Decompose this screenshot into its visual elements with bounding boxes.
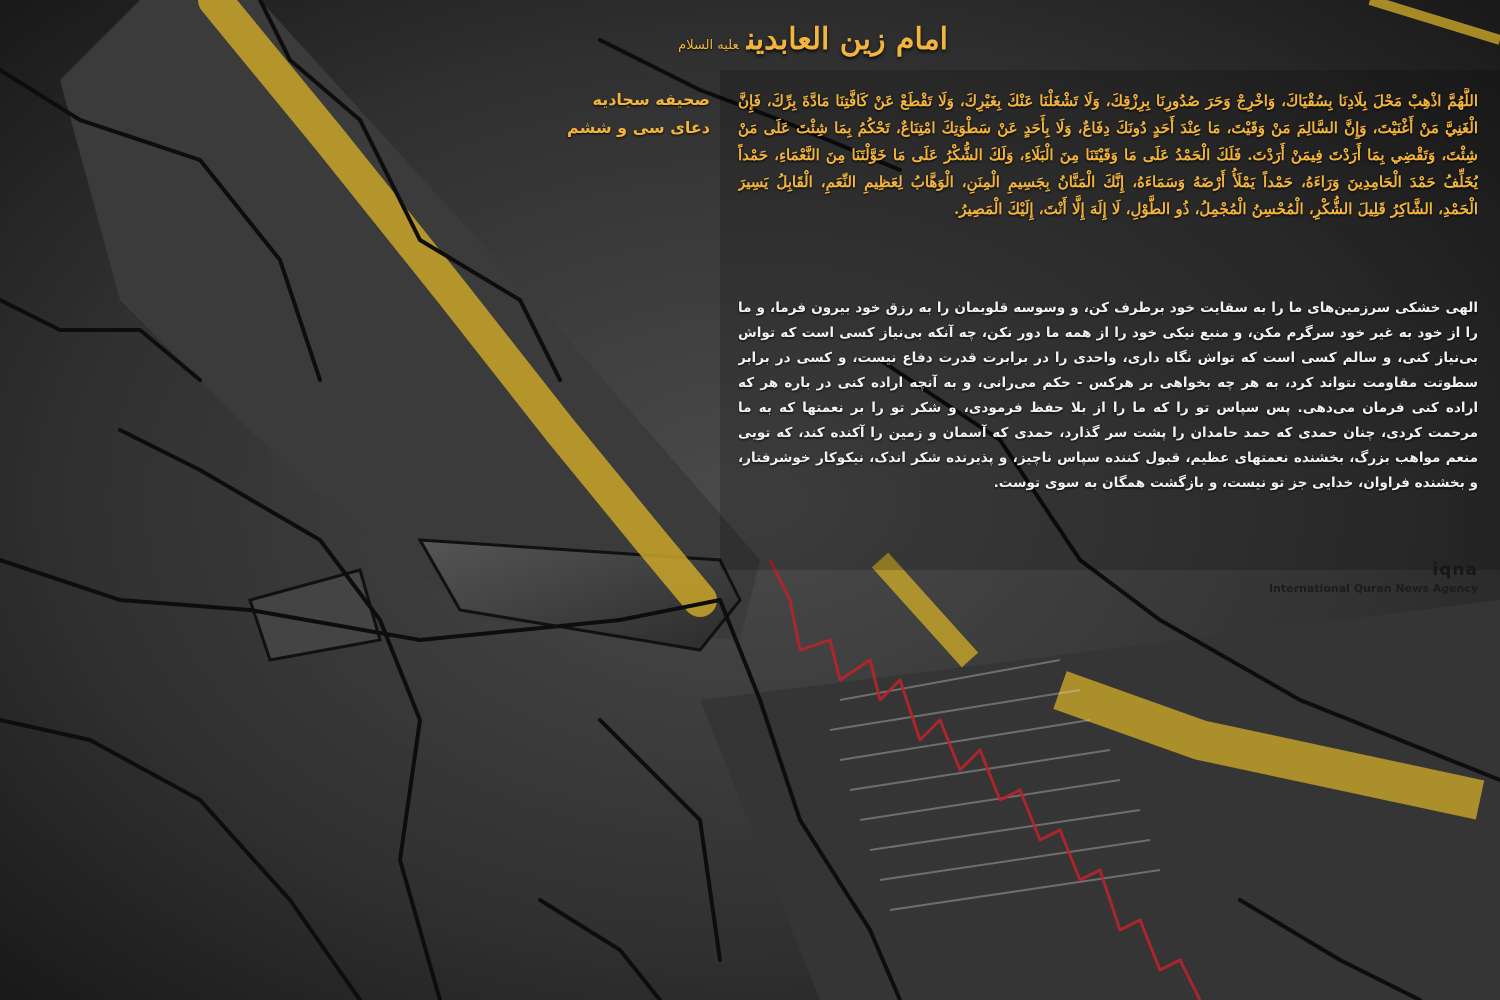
agency-credit	[1180, 560, 1478, 595]
source-book: صحیفه سجادیه	[592, 90, 710, 109]
arabic-prayer-text: اللَّهُمَّ اذْهِبْ مَحْلَ بِلَادِنَا بِسُقْيَاكَ، وَاخْرِجْ وَحَرَ صُدُورِنَا بِرِزْقِكَ، وَلَا تَشْغَلْنَا عَنْكَ بِغَيْرِكَ، وَلَا تَقْطَعْ عَنْ كَافَّتِنَا مَادَّةَ بِرِّكَ، فَإِنَّ الْغَنِيَّ مَنْ أَغْنَيْتَ، وَإِنَّ السَّالِمَ مَنْ وَقَيْتَ، مَا عِنْدَ أَحَدٍ دُونَكَ دِفَاعٌ، وَلَا بِأَحَدٍ عَنْ سَطْوَتِكَ امْتِنَاعٌ، تَحْكُمُ بِمَا شِئْتَ عَلَى مَنْ شِئْتَ، وَتَقْضِي بِمَا أَرَدْتَ فِيمَنْ أَرَدْتَ. فَلَكَ الْحَمْدُ عَلَى مَا وَقَيْتَنَا مِنَ الْبَلَاءِ، وَلَكَ الشُّكْرُ عَلَى مَا خَوَّلْتَنَا مِنَ النَّعْمَاءِ، حَمْداً يُخَلِّفُ حَمْدَ الْحَامِدِينَ وَرَاءَهُ، حَمْداً يَمْلَأُ أَرْضَهُ وَسَمَاءَهُ، إِنَّكَ الْمَنَّانُ بِجَسِيمِ الْمِنَنِ، الْوَهَّابُ لِعَظِيمِ النِّعَمِ، الْقَابِلُ يَسِيرَ الْحَمْدِ، الشَّاكِرُ قَلِيلَ الشُّكْرِ، الْمُحْسِنُ الْمُجْمِلُ، ذُو الطَّوْلِ، لَا إِلَهَ إِلَّا أَنْتَ، إِلَيْكَ الْمَصِيرُ.	[738, 92, 1478, 218]
poster-title: امام زین العابدین	[746, 22, 948, 57]
persian-translation-text: الهی خشکی سرزمین‌های ما را به سقایت خود برطرف کن، و وسوسه قلوبمان را به رزق خود بیرون فرما، و ما را از خود به غیر خود سرگرم مکن، و منبع نیکی خود را از همه ما دور نکن، چه آنکه بی‌نیاز کسی است که تواش بی‌نیاز کنی، و سالم کسی است که تواش نگاه داری، واحدی را در برابرت قدرت دفاع نیست، و کسی در برابر سطوتت مقاومت نتواند کرد، به هر چه بخواهی بر هرکس - حکم می‌رانی، و به آنچه اراده کنی در باره هر که اراده کنی فرمان می‌دهی. پس سپاس تو را که ما را از بلا حفظ فرمودی، و شکر تو را بر نعمتها که به ما مرحمت کردی، چنان حمدی که حمد حامدان را پشت سر گذارد، حمدی که آسمان و زمین را آکنده کند، که تویی منعم مواهب بزرگ، بخشنده نعمتهای عظیم، قبول کننده سپاس ناچیز، و پذیرنده شکر اندک، نیکوکار خوشرفتار، و بخشنده فراوان، خدایی جز تو نیست، و بازگشت همگان به سوی توست.	[738, 300, 1478, 491]
agency-name: International Quran News Agency	[1268, 582, 1478, 595]
title-honorific: علیه السلام	[678, 38, 739, 53]
title-block	[600, 22, 948, 64]
source-reference	[540, 86, 710, 142]
agency-logo: iqna	[1432, 560, 1478, 580]
source-prayer-number: دعای سی و ششم	[567, 118, 710, 137]
